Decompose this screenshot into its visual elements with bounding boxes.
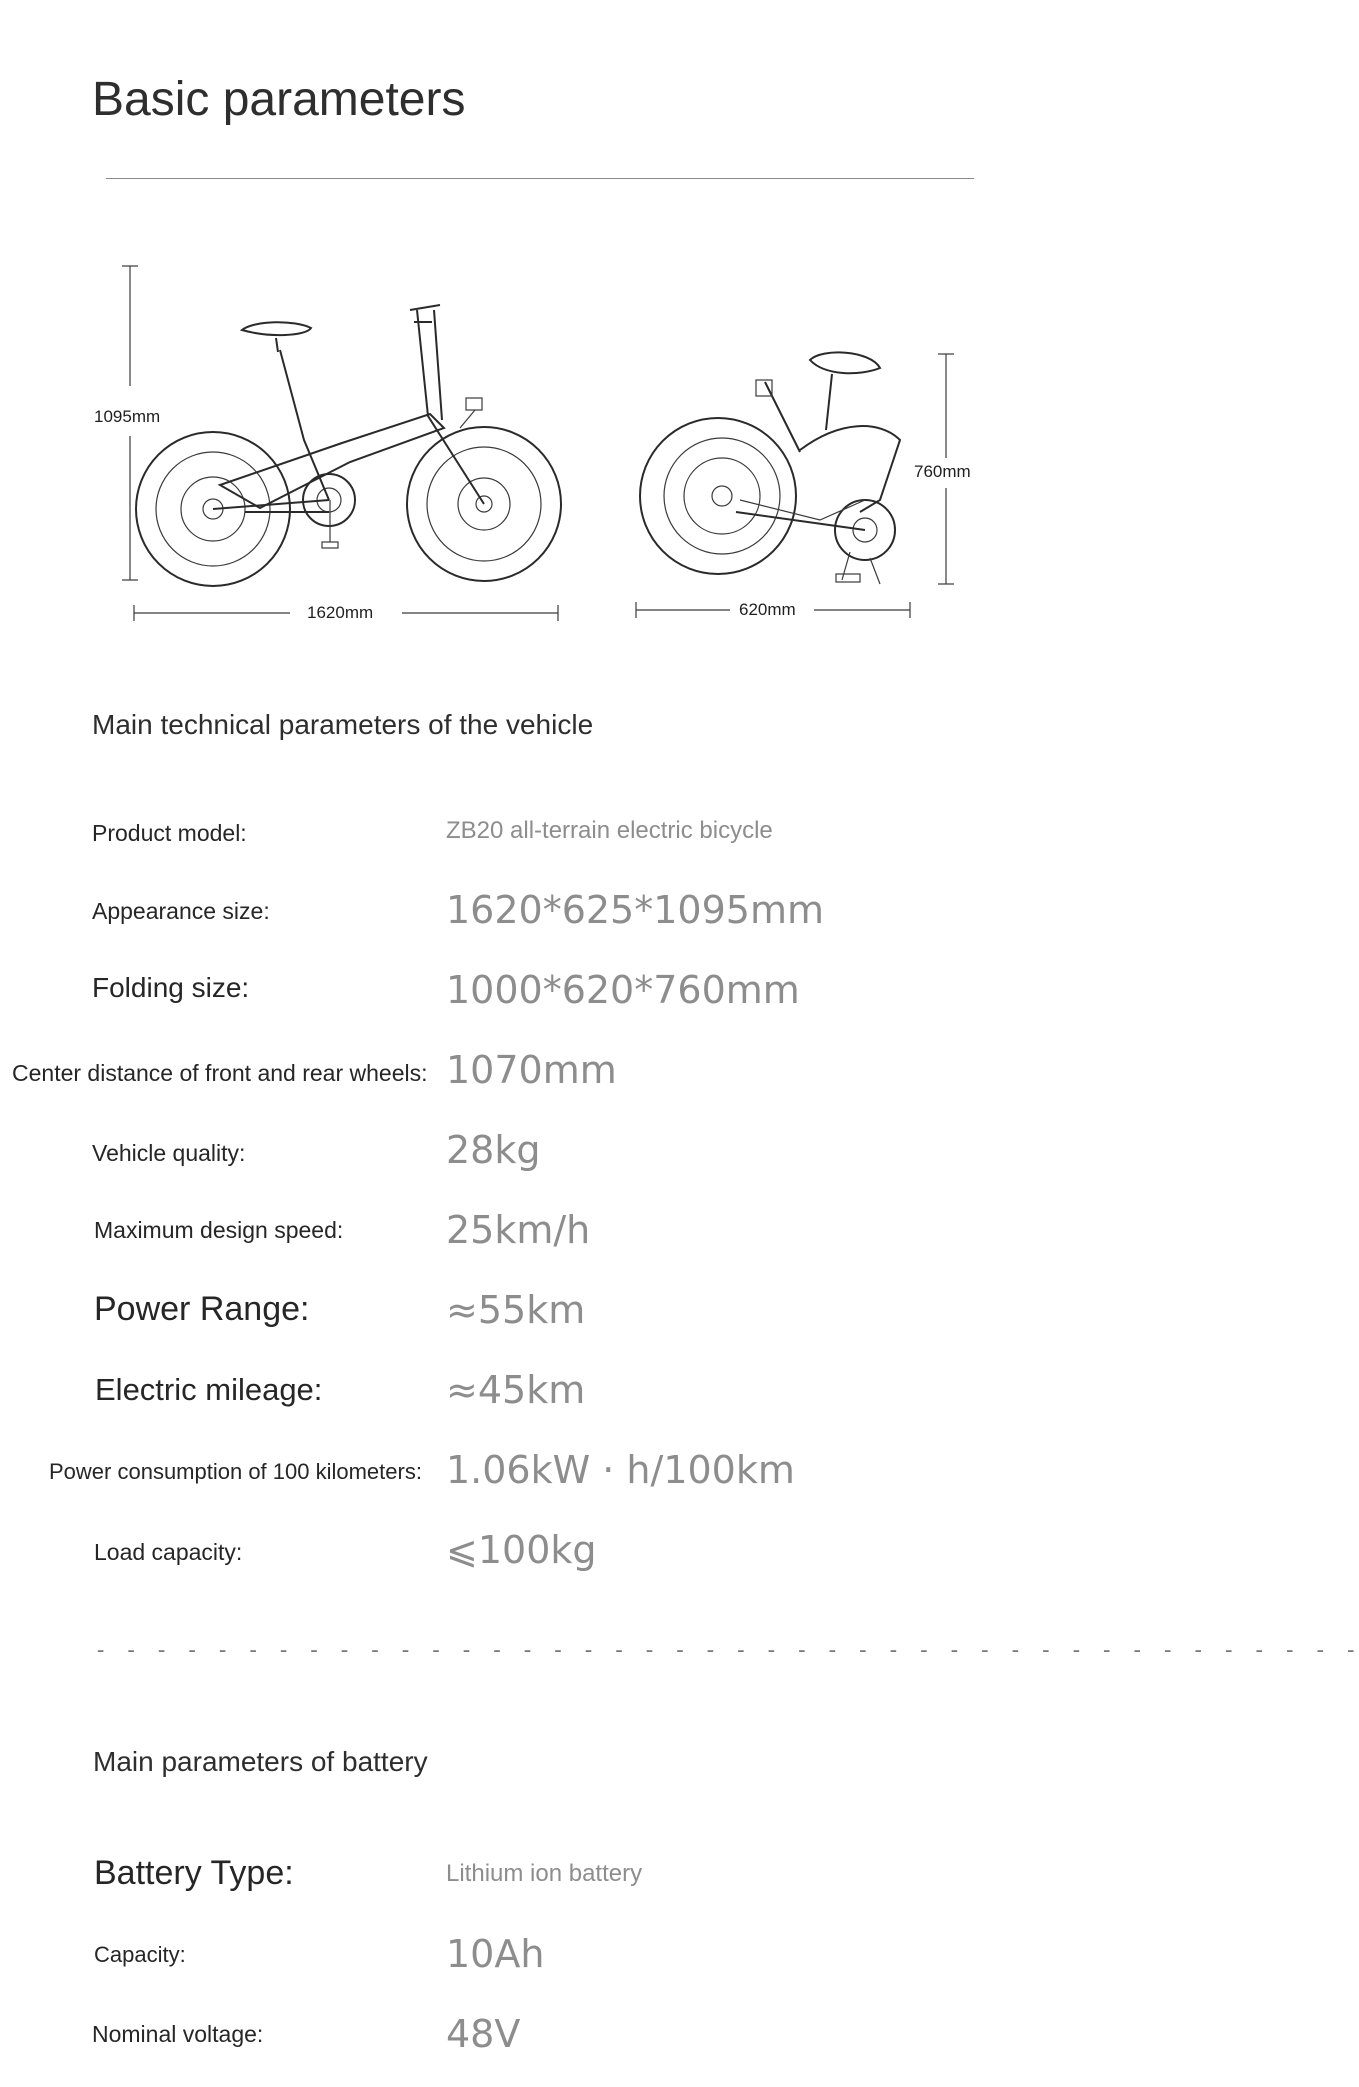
folded-height-label: 760mm: [914, 462, 971, 481]
spec-label: Capacity:: [94, 1942, 186, 1967]
spec-label: Power Range:: [94, 1290, 310, 1328]
spec-label: Nominal voltage:: [92, 2021, 264, 2047]
length-label: 1620mm: [307, 603, 374, 622]
height-label: 1095mm: [94, 407, 161, 426]
spec-value: ZB20 all-terrain electric bicycle: [446, 817, 773, 844]
spec-value: 1000*620*760mm: [446, 968, 800, 1012]
spec-label: Product model:: [92, 820, 247, 846]
spec-value: ≈55km: [446, 1288, 586, 1332]
battery-section-heading: Main parameters of battery: [93, 1746, 428, 1777]
dashed-separator: - - - - - - - - - - - - - - - - - - - - - - - - - - - - - - - - - - - - - - - - - -: [94, 1638, 1359, 1663]
spec-label: Center distance of front and rear wheels:: [12, 1060, 428, 1086]
spec-value: 25km/h: [446, 1208, 591, 1252]
spec-value: 1620*625*1095mm: [446, 888, 824, 932]
bicycle-dimension-diagram: [80, 250, 1010, 630]
spec-label: Folding size:: [92, 972, 250, 1003]
spec-label: Load capacity:: [94, 1539, 243, 1565]
folded-bicycle: [640, 352, 900, 584]
spec-value: 48V: [446, 2012, 521, 2056]
spec-label: Appearance size:: [92, 898, 270, 924]
spec-label: Electric mileage:: [95, 1372, 323, 1407]
spec-value: ≈45km: [446, 1368, 586, 1412]
spec-value: 1.06kW · h/100km: [446, 1448, 795, 1492]
spec-label: Battery Type:: [94, 1854, 294, 1892]
vehicle-section-heading: Main technical parameters of the vehicle: [92, 709, 594, 740]
spec-label: Maximum design speed:: [94, 1217, 344, 1243]
spec-label: Vehicle quality:: [92, 1140, 246, 1166]
folded-length-label: 620mm: [739, 600, 796, 619]
spec-value: 1070mm: [446, 1048, 617, 1092]
title-divider: [106, 178, 974, 179]
spec-value: ⩽100kg: [446, 1528, 597, 1572]
spec-value: Lithium ion battery: [446, 1860, 643, 1887]
spec-value: 28kg: [446, 1128, 541, 1172]
bicycle-drawing: [80, 250, 1010, 630]
spec-label: Power consumption of 100 kilometers:: [49, 1459, 422, 1484]
unfolded-bicycle: [136, 305, 561, 586]
page-title: Basic parameters: [92, 73, 466, 126]
spec-value: 10Ah: [446, 1932, 545, 1976]
